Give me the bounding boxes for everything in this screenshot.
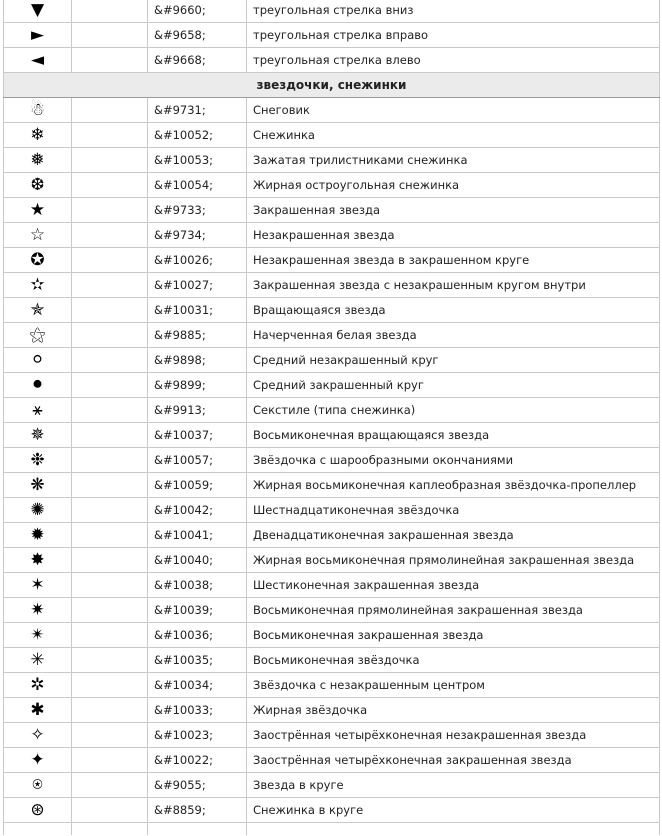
table-row-partial bbox=[4, 823, 660, 836]
code-cell: &#10059; bbox=[148, 473, 247, 498]
code-cell: &#10039; bbox=[148, 598, 247, 623]
empty-cell bbox=[72, 23, 148, 48]
code-cell: &#9898; bbox=[148, 348, 247, 373]
symbol-cell: ✫ bbox=[4, 273, 72, 298]
symbol-cell: ⚝ bbox=[4, 323, 72, 348]
description-cell: Восьмиконечная прямолинейная закрашенная звезда bbox=[247, 598, 660, 623]
description-cell: Заострённая четырёхконечная незакрашенная звезда bbox=[247, 723, 660, 748]
description-cell: Жирная звёздочка bbox=[247, 698, 660, 723]
description-cell: треугольная стрелка вправо bbox=[247, 23, 660, 48]
empty-cell bbox=[72, 298, 148, 323]
table-row bbox=[4, 23, 660, 48]
section-header-row bbox=[4, 73, 660, 98]
description-cell: Восьмиконечная звёздочка bbox=[247, 648, 660, 673]
symbol-cell: ⚹ bbox=[4, 398, 72, 423]
table-row bbox=[4, 373, 660, 398]
empty-cell bbox=[72, 448, 148, 473]
code-cell: &#10027; bbox=[148, 273, 247, 298]
table-row bbox=[4, 0, 660, 23]
description-cell: Звезда в круге bbox=[247, 773, 660, 798]
section-title: звездочки, снежинки bbox=[4, 73, 660, 98]
code-cell: &#10036; bbox=[148, 623, 247, 648]
empty-cell bbox=[72, 273, 148, 298]
empty-cell bbox=[72, 548, 148, 573]
code-cell: &#10026; bbox=[148, 248, 247, 273]
description-cell: Восьмиконечная закрашенная звезда bbox=[247, 623, 660, 648]
empty-cell bbox=[72, 348, 148, 373]
symbol-cell: ✦ bbox=[4, 748, 72, 773]
symbol-cell: ◄ bbox=[4, 48, 72, 73]
empty-cell bbox=[72, 473, 148, 498]
symbol-cell: ✸ bbox=[4, 548, 72, 573]
code-cell: &#9731; bbox=[148, 98, 247, 123]
empty-cell bbox=[72, 498, 148, 523]
code-cell: &#8859; bbox=[148, 798, 247, 823]
description-cell: Жирная остроугольная снежинка bbox=[247, 173, 660, 198]
description-cell: Закрашенная звезда с незакрашенным кругом внутри bbox=[247, 273, 660, 298]
empty-cell bbox=[247, 823, 660, 836]
symbol-cell: ❅ bbox=[4, 148, 72, 173]
symbol-cell: ✪ bbox=[4, 248, 72, 273]
empty-cell bbox=[72, 773, 148, 798]
empty-cell bbox=[72, 523, 148, 548]
code-cell: &#9733; bbox=[148, 198, 247, 223]
table-row bbox=[4, 523, 660, 548]
symbol-cell: ▼ bbox=[4, 0, 72, 23]
empty-cell bbox=[72, 673, 148, 698]
symbol-cell: ✯ bbox=[4, 298, 72, 323]
empty-cell bbox=[72, 123, 148, 148]
table-row bbox=[4, 223, 660, 248]
description-cell: Шестнадцатиконечная звёздочка bbox=[247, 498, 660, 523]
empty-cell bbox=[72, 798, 148, 823]
code-cell: &#9913; bbox=[148, 398, 247, 423]
empty-cell bbox=[72, 623, 148, 648]
table-row bbox=[4, 498, 660, 523]
table-row bbox=[4, 198, 660, 223]
table-row bbox=[4, 798, 660, 823]
symbol-cell: ✹ bbox=[4, 523, 72, 548]
symbol-cell: ✺ bbox=[4, 498, 72, 523]
empty-cell bbox=[148, 823, 247, 836]
empty-cell bbox=[72, 398, 148, 423]
code-cell: &#10022; bbox=[148, 748, 247, 773]
description-cell: Снеговик bbox=[247, 98, 660, 123]
description-cell: Жирная восьмиконечная прямолинейная закрашенная звезда bbox=[247, 548, 660, 573]
empty-cell bbox=[72, 748, 148, 773]
table-row bbox=[4, 273, 660, 298]
symbol-cell: ✷ bbox=[4, 598, 72, 623]
table-row bbox=[4, 298, 660, 323]
empty-cell bbox=[72, 223, 148, 248]
code-cell: &#10057; bbox=[148, 448, 247, 473]
description-cell: Жирная восьмиконечная каплеобразная звёздочка-пропеллер bbox=[247, 473, 660, 498]
description-cell: Снежинка в круге bbox=[247, 798, 660, 823]
table-row bbox=[4, 673, 660, 698]
symbol-cell: ⚪ bbox=[4, 348, 72, 373]
table-row bbox=[4, 398, 660, 423]
symbol-cell: ► bbox=[4, 23, 72, 48]
table-row bbox=[4, 98, 660, 123]
code-cell: &#9885; bbox=[148, 323, 247, 348]
symbol-cell: ☆ bbox=[4, 223, 72, 248]
code-cell: &#10042; bbox=[148, 498, 247, 523]
code-cell: &#10038; bbox=[148, 573, 247, 598]
table-row bbox=[4, 473, 660, 498]
code-cell: &#9055; bbox=[148, 773, 247, 798]
code-cell: &#10023; bbox=[148, 723, 247, 748]
description-cell: Зажатая трилистниками снежинка bbox=[247, 148, 660, 173]
symbols-table-body bbox=[4, 0, 660, 835]
description-cell: Двенадцатиконечная закрашенная звезда bbox=[247, 523, 660, 548]
symbol-cell: ✳ bbox=[4, 648, 72, 673]
code-cell: &#10054; bbox=[148, 173, 247, 198]
table-row bbox=[4, 623, 660, 648]
empty-cell bbox=[72, 373, 148, 398]
description-cell: Звёздочка с незакрашенным центром bbox=[247, 673, 660, 698]
code-cell: &#10040; bbox=[148, 548, 247, 573]
table-row bbox=[4, 598, 660, 623]
description-cell: Вращающаяся звезда bbox=[247, 298, 660, 323]
table-row bbox=[4, 548, 660, 573]
table-row bbox=[4, 123, 660, 148]
description-cell: Секстиле (типа снежинка) bbox=[247, 398, 660, 423]
code-cell: &#9734; bbox=[148, 223, 247, 248]
symbol-cell: ☃ bbox=[4, 98, 72, 123]
description-cell: Закрашенная звезда bbox=[247, 198, 660, 223]
code-cell: &#9658; bbox=[148, 23, 247, 48]
empty-cell bbox=[72, 198, 148, 223]
empty-cell bbox=[72, 148, 148, 173]
code-cell: &#10033; bbox=[148, 698, 247, 723]
symbol-cell: ✵ bbox=[4, 423, 72, 448]
description-cell: Восьмиконечная вращающаяся звезда bbox=[247, 423, 660, 448]
symbol-cell: ✴ bbox=[4, 623, 72, 648]
empty-cell bbox=[72, 723, 148, 748]
code-cell: &#9668; bbox=[148, 48, 247, 73]
table-row bbox=[4, 248, 660, 273]
description-cell: Незакрашенная звезда в закрашенном круге bbox=[247, 248, 660, 273]
table-row bbox=[4, 348, 660, 373]
description-cell: Средний незакрашенный круг bbox=[247, 348, 660, 373]
symbol-cell: ★ bbox=[4, 198, 72, 223]
code-cell: &#9660; bbox=[148, 0, 247, 23]
symbol-cell: ⊛ bbox=[4, 798, 72, 823]
symbol-cell: ❄ bbox=[4, 123, 72, 148]
description-cell: треугольная стрелка влево bbox=[247, 48, 660, 73]
description-cell: Начерченная белая звезда bbox=[247, 323, 660, 348]
symbol-cell: ✧ bbox=[4, 723, 72, 748]
empty-cell bbox=[72, 48, 148, 73]
empty-cell bbox=[72, 323, 148, 348]
empty-cell bbox=[72, 598, 148, 623]
table-row bbox=[4, 773, 660, 798]
table-row bbox=[4, 148, 660, 173]
symbol-cell: ✲ bbox=[4, 673, 72, 698]
code-cell: &#10041; bbox=[148, 523, 247, 548]
empty-cell bbox=[72, 648, 148, 673]
symbol-cell: ❋ bbox=[4, 473, 72, 498]
code-cell: &#10035; bbox=[148, 648, 247, 673]
symbol-cell: ⚫ bbox=[4, 373, 72, 398]
table-row bbox=[4, 448, 660, 473]
symbol-cell: ⍟ bbox=[4, 773, 72, 798]
symbol-cell: ❉ bbox=[4, 448, 72, 473]
table-row bbox=[4, 423, 660, 448]
empty-cell bbox=[72, 698, 148, 723]
description-cell: треугольная стрелка вниз bbox=[247, 0, 660, 23]
empty-cell bbox=[4, 823, 72, 836]
table-row bbox=[4, 648, 660, 673]
code-cell: &#10031; bbox=[148, 298, 247, 323]
table-row bbox=[4, 323, 660, 348]
symbol-cell: ❆ bbox=[4, 173, 72, 198]
symbol-cell: ✱ bbox=[4, 698, 72, 723]
empty-cell bbox=[72, 0, 148, 23]
table-row bbox=[4, 698, 660, 723]
empty-cell bbox=[72, 823, 148, 836]
symbol-cell: ✶ bbox=[4, 573, 72, 598]
code-cell: &#10037; bbox=[148, 423, 247, 448]
description-cell: Звёздочка с шарообразными окончаниями bbox=[247, 448, 660, 473]
table-row bbox=[4, 48, 660, 73]
empty-cell bbox=[72, 423, 148, 448]
table-row bbox=[4, 173, 660, 198]
symbols-table bbox=[3, 0, 660, 835]
table-row bbox=[4, 748, 660, 773]
description-cell: Шестиконечная закрашенная звезда bbox=[247, 573, 660, 598]
description-cell: Незакрашенная звезда bbox=[247, 223, 660, 248]
empty-cell bbox=[72, 98, 148, 123]
code-cell: &#9899; bbox=[148, 373, 247, 398]
code-cell: &#10053; bbox=[148, 148, 247, 173]
empty-cell bbox=[72, 248, 148, 273]
description-cell: Средний закрашенный круг bbox=[247, 373, 660, 398]
code-cell: &#10034; bbox=[148, 673, 247, 698]
table-row bbox=[4, 723, 660, 748]
description-cell: Заострённая четырёхконечная закрашенная звезда bbox=[247, 748, 660, 773]
empty-cell bbox=[72, 573, 148, 598]
table-row bbox=[4, 573, 660, 598]
code-cell: &#10052; bbox=[148, 123, 247, 148]
empty-cell bbox=[72, 173, 148, 198]
description-cell: Снежинка bbox=[247, 123, 660, 148]
